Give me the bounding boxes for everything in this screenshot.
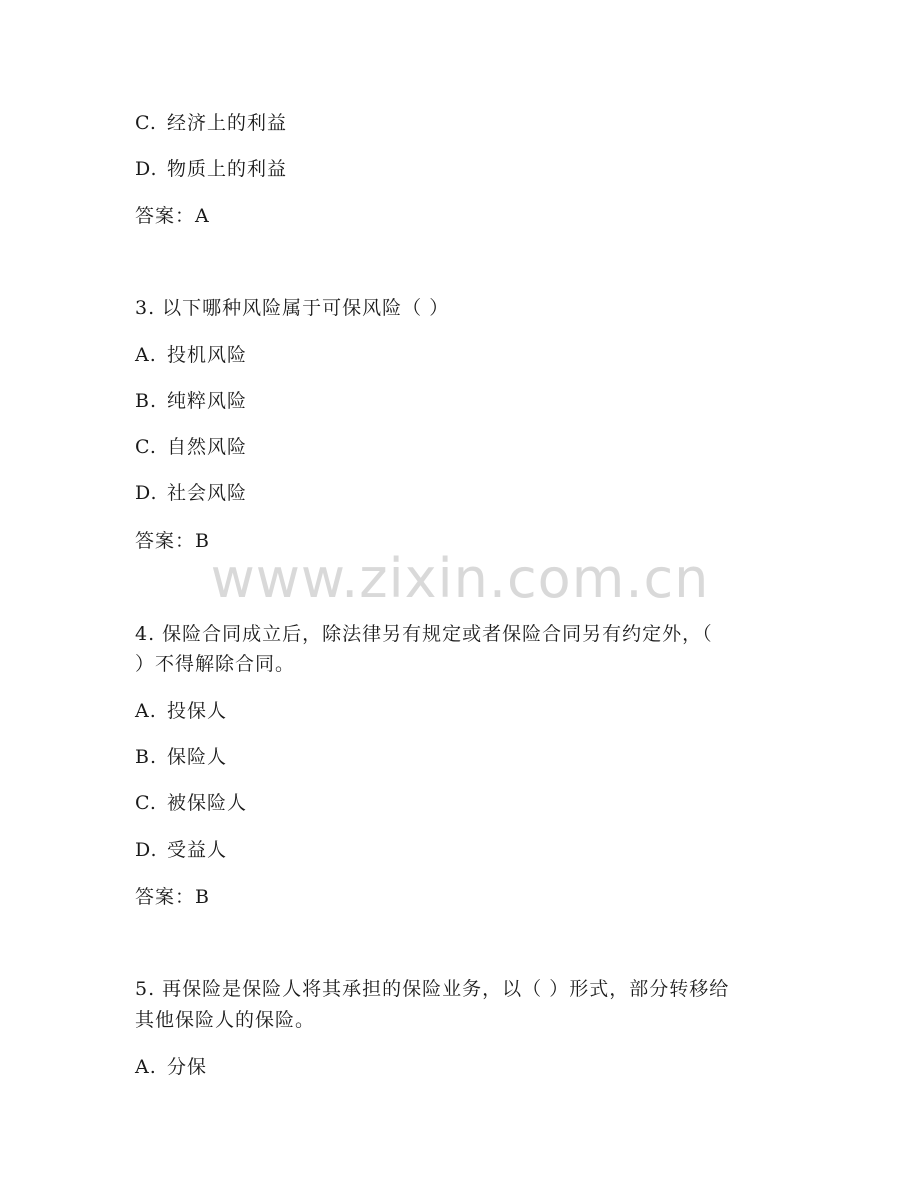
option-label: B. — [135, 390, 158, 412]
q4-option-b — [135, 742, 227, 772]
option-text: 物质上的利益 — [167, 158, 288, 180]
q4-question-line2: ）不得解除合同。 — [135, 653, 296, 675]
q4-option-d — [135, 835, 227, 865]
option-text: 投机风险 — [167, 344, 248, 366]
option-text: 纯粹风险 — [167, 390, 248, 412]
q3-option-a — [135, 340, 247, 370]
q5-question-line1: 5. 再保险是保险人将其承担的保险业务，以（ ）形式，部分转移给 — [135, 978, 730, 1000]
q3-option-b — [135, 386, 247, 416]
q4-answer: 答案：B — [135, 886, 210, 908]
q5-option-a — [135, 1052, 207, 1082]
q3-option-c — [135, 432, 247, 462]
option-text: 投保人 — [167, 700, 228, 722]
option-text: 经济上的利益 — [167, 112, 288, 134]
option-label: D. — [135, 839, 158, 861]
option-text: 分保 — [167, 1056, 208, 1078]
option-label: A. — [135, 1056, 157, 1078]
option-label: B. — [135, 746, 158, 768]
q3-answer: 答案：B — [135, 530, 210, 552]
option-text: 受益人 — [167, 839, 228, 861]
option-label: D. — [135, 158, 158, 180]
q5-question-line2: 其他保险人的保险。 — [135, 1009, 316, 1031]
q2-answer: 答案：A — [135, 205, 210, 227]
q4-option-c — [135, 788, 247, 818]
watermark: www.zixin.com.cn — [210, 547, 710, 610]
option-text: 社会风险 — [167, 482, 248, 504]
option-label: A. — [135, 344, 157, 366]
q4-question-line1: 4. 保险合同成立后，除法律另有规定或者保险合同另有约定外，（ — [135, 623, 713, 645]
option-label: C. — [135, 436, 157, 458]
q2-option-d — [135, 154, 287, 184]
option-text: 保险人 — [167, 746, 228, 768]
option-label: D. — [135, 482, 158, 504]
option-label: A. — [135, 700, 157, 722]
q3-question: 3. 以下哪种风险属于可保风险（ ） — [135, 297, 450, 319]
q4-option-a — [135, 696, 227, 726]
option-text: 自然风险 — [167, 436, 248, 458]
q2-option-c — [135, 108, 287, 138]
q3-option-d — [135, 478, 247, 508]
option-label: C. — [135, 792, 157, 814]
option-text: 被保险人 — [167, 792, 248, 814]
option-label: C. — [135, 112, 157, 134]
